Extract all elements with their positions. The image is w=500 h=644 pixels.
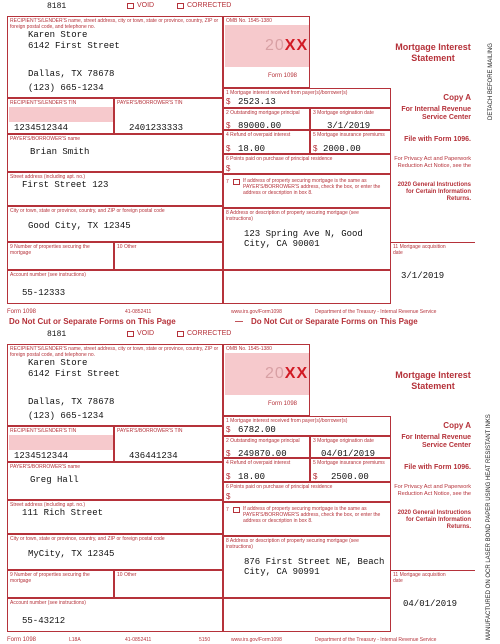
omb-box [223,16,310,88]
lender-name: Karen Store [28,30,88,40]
box4-label: 4 Refund of overpaid interest [226,460,291,466]
box6-dollar: $ [226,164,231,173]
corrected-checkbox[interactable] [177,331,184,337]
payer-tin-label: PAYER'S/BORROWER'S TIN [117,100,183,106]
city-label: City or town, state or province, country, and ZIP or foreign postal code [10,536,165,542]
lender-name: Karen Store [28,358,88,368]
lender-label: RECIPIENT'S/LENDER'S name, street address, city or town, state or province, country, ZIP or foreign postal code, and telephone no. [10,18,219,30]
lender-phone: (123) 665-1234 [28,411,104,421]
box8-label: 8 Address or description of property securing mortgage (see instructions) [226,210,359,222]
box7 [223,502,391,536]
box2-value: 89000.00 [238,121,282,131]
general-instructions: 2020 General Instructions for Certain Information Returns. [397,182,471,202]
city-box [7,534,223,570]
box5-label: 5 Mortgage insurance premiums [313,460,385,466]
box10 [114,242,223,270]
box6-label: 6 Points paid on purchase of principal residence [226,156,333,162]
box5-label: 5 Mortgage insurance premiums [313,132,385,138]
box3-label: 3 Mortgage origination date [313,110,374,116]
street-label: Street address (including apt. no.) [10,502,86,508]
box6 [223,482,391,502]
box4-value: 18.00 [238,472,266,482]
tax-year: 20XX [265,37,309,54]
account-label: Account number (see instructions) [10,600,86,606]
box11-label: 11 Mortgage acquisition date [393,244,446,256]
box4 [223,458,310,482]
box2-dollar: $ [226,121,231,130]
form-label: Form 1098 [268,73,298,79]
box11 [391,570,475,632]
omb-label: OMB No. 1545-1380 [226,346,272,352]
footer-code-1: L18A [69,637,81,643]
void-label: VOID [137,330,155,337]
box9-label: 9 Number of properties securing the mortgage [10,244,90,256]
box1-value: 6782.00 [238,425,276,435]
footer-url: www.irs.gov/Form1098 [231,637,282,643]
box3-value: 04/01/2019 [321,449,376,459]
box2-dollar: $ [226,449,231,458]
box1-label: 1 Mortgage interest received from payer(s)/borrower(s) [226,418,348,424]
footer-cat: 41-0852411 [125,309,152,315]
lender-box [7,344,223,426]
box8-line2: City, CA 90991 [244,567,320,577]
recipient-tin-label: RECIPIENT'S/LENDER'S TIN [10,428,77,434]
copy-label: Copy A [443,421,471,430]
footer-url: www.irs.gov/Form1098 [231,309,282,315]
box1-dollar: $ [226,425,231,434]
box5 [310,130,391,154]
city-label: City or town, state or province, country, and ZIP or foreign postal code [10,208,165,214]
box7-checkbox[interactable] [233,179,240,185]
box3-label: 3 Mortgage origination date [313,438,374,444]
footer-dept: Department of the Treasury - Internal Revenue Service [315,309,437,315]
lender-street: 6142 First Street [28,369,120,379]
corrected-label: CORRECTED [187,2,232,9]
box8 [223,208,391,270]
lender-street: 6142 First Street [28,41,120,51]
box8-line1: 123 Spring Ave N, Good [244,229,363,239]
city: MyCity, TX 12345 [28,549,115,559]
box1 [223,88,391,108]
box4-dollar: $ [226,144,231,153]
box8-line2: City, CA 90001 [244,239,320,249]
payer-name: Greg Hall [30,475,79,485]
box4 [223,130,310,154]
box8-cont [223,270,391,304]
cut-warning-left: Do Not Cut or Separate Forms on This Page [9,317,176,326]
street-box [7,172,223,206]
box9 [7,570,114,598]
street: First Street 123 [22,180,109,190]
box5 [310,458,391,482]
lender-phone: (123) 665-1234 [28,83,104,93]
copy-label: Copy A [443,93,471,102]
form-code: 8181 [47,330,67,339]
file-with: File with Form 1096. [404,136,471,143]
recipient-tin: 1234512344 [14,451,69,461]
box2 [223,108,310,130]
recipient-tin: 1234512344 [14,123,69,133]
box7 [223,174,391,208]
box4-dollar: $ [226,472,231,481]
box4-label: 4 Refund of overpaid interest [226,132,291,138]
account-box [7,270,223,304]
lender-box [7,16,223,98]
box8-label: 8 Address or description of property securing mortgage (see instructions) [226,538,359,550]
for-irs: For Internal Revenue Service Center [401,434,471,449]
cut-warning-right: Do Not Cut or Separate Forms on This Page [251,317,418,326]
payer-tin-box [114,98,223,134]
tin-shading [9,435,113,450]
void-checkbox[interactable] [127,3,134,9]
box11-value: 3/1/2019 [401,271,445,281]
footer-form: Form 1098 [7,637,37,643]
street: 111 Rich Street [22,508,104,518]
street-box [7,500,223,534]
box1-dollar: $ [226,97,231,106]
manufactured-text: MANUFACTURED ON OCR LASER BOND PAPER USING HEAT RESISTANT INKS [486,414,492,640]
lender-city: Dallas, TX 78678 [28,69,115,79]
box8 [223,536,391,598]
box3 [310,108,391,130]
tin-shading [9,107,113,122]
footer-code-2: 5150 [199,637,211,643]
omb-box [223,344,310,416]
box11-label: 11 Mortgage acquisition date [393,572,446,584]
footer-form: Form 1098 [7,309,37,315]
box7-checkbox[interactable] [233,507,240,513]
box5-value: 2000.00 [323,144,361,154]
omb-label: OMB No. 1545-1380 [226,18,272,24]
box3 [310,436,391,458]
box7-num: 7 [226,179,229,185]
box5-dollar: $ [313,472,318,481]
footer-dept: Department of the Treasury - Internal Revenue Service [315,637,437,643]
box1-label: 1 Mortgage interest received from payer(s)/borrower(s) [226,90,348,96]
void-checkbox[interactable] [127,331,134,337]
tax-year: 20XX [265,365,309,382]
box3-value: 3/1/2019 [327,121,371,131]
payer-tin: 2401233333 [129,123,184,133]
form-title: Mortgage Interest Statement [395,370,471,391]
box2-value: 249870.00 [238,449,287,459]
form-1098-copy-2 [7,330,475,643]
box5-dollar: $ [313,144,318,153]
lender-city: Dallas, TX 78678 [28,397,115,407]
corrected-label: CORRECTED [187,330,232,337]
general-instructions: 2020 General Instructions for Certain Information Returns. [397,510,471,530]
form-title: Mortgage Interest Statement [395,42,471,63]
recipient-tin-box [7,98,114,134]
box2-label: 2 Outstanding mortgage principal [226,438,300,444]
box6 [223,154,391,174]
box1 [223,416,391,436]
box7-num: 7 [226,507,229,513]
corrected-checkbox[interactable] [177,3,184,9]
box10 [114,570,223,598]
street-label: Street address (including apt. no.) [10,174,86,180]
box7-label: If address of property securing mortgage is the same as PAYER'S/BORROWER'S address, check the box, or enter the address or description in box 8. [243,178,381,196]
void-label: VOID [137,2,155,9]
cut-dash: — [235,317,243,326]
box6-dollar: $ [226,492,231,501]
payer-tin-box [114,426,223,462]
payer-name-label: PAYER'S/BORROWER'S name [10,136,81,142]
form-label: Form 1098 [268,401,298,407]
box9 [7,242,114,270]
recipient-tin-box [7,426,114,462]
box2 [223,436,310,458]
payer-name: Brian Smith [30,147,90,157]
box10-label: 10 Other [117,572,137,578]
box6-label: 6 Points paid on purchase of principal residence [226,484,333,490]
lender-label: RECIPIENT'S/LENDER'S name, street address, city or town, state or province, country, ZIP or foreign postal code, and telephone no. [10,346,219,358]
box5-value: 2500.00 [331,472,369,482]
box8-cont [223,598,391,632]
box2-label: 2 Outstanding mortgage principal [226,110,300,116]
form-code: 8181 [47,2,67,11]
box11-value: 04/01/2019 [403,599,458,609]
city: Good City, TX 12345 [28,221,131,231]
box4-value: 18.00 [238,144,266,154]
account: 55-12333 [22,288,66,298]
city-box [7,206,223,242]
box11 [391,242,475,304]
side-text [488,0,498,644]
payer-name-box [7,462,223,500]
box1-value: 2523.13 [238,97,276,107]
box7-label: If address of property securing mortgage is the same as PAYER'S/BORROWER'S address, check the box, or enter the address or description in box 8. [243,506,381,524]
payer-tin-label: PAYER'S/BORROWER'S TIN [117,428,183,434]
account-label: Account number (see instructions) [10,272,86,278]
box9-label: 9 Number of properties securing the mortgage [10,572,90,584]
privacy-note: For Privacy Act and Paperwork Reduction Act Notice, see the [394,156,471,169]
account: 55-43212 [22,616,66,626]
account-box [7,598,223,632]
box8-line1: 876 First Street NE, Beach [244,557,385,567]
form-1098-copy-1 [7,2,475,326]
box10-label: 10 Other [117,244,137,250]
privacy-note: For Privacy Act and Paperwork Reduction Act Notice, see the [394,484,471,497]
payer-name-box [7,134,223,172]
recipient-tin-label: RECIPIENT'S/LENDER'S TIN [10,100,77,106]
footer-cat: 41-0852411 [125,637,152,643]
payer-name-label: PAYER'S/BORROWER'S name [10,464,81,470]
detach-text: DETACH BEFORE MAILING [488,43,494,120]
for-irs: For Internal Revenue Service Center [401,106,471,121]
payer-tin: 436441234 [129,451,178,461]
file-with: File with Form 1096. [404,464,471,471]
